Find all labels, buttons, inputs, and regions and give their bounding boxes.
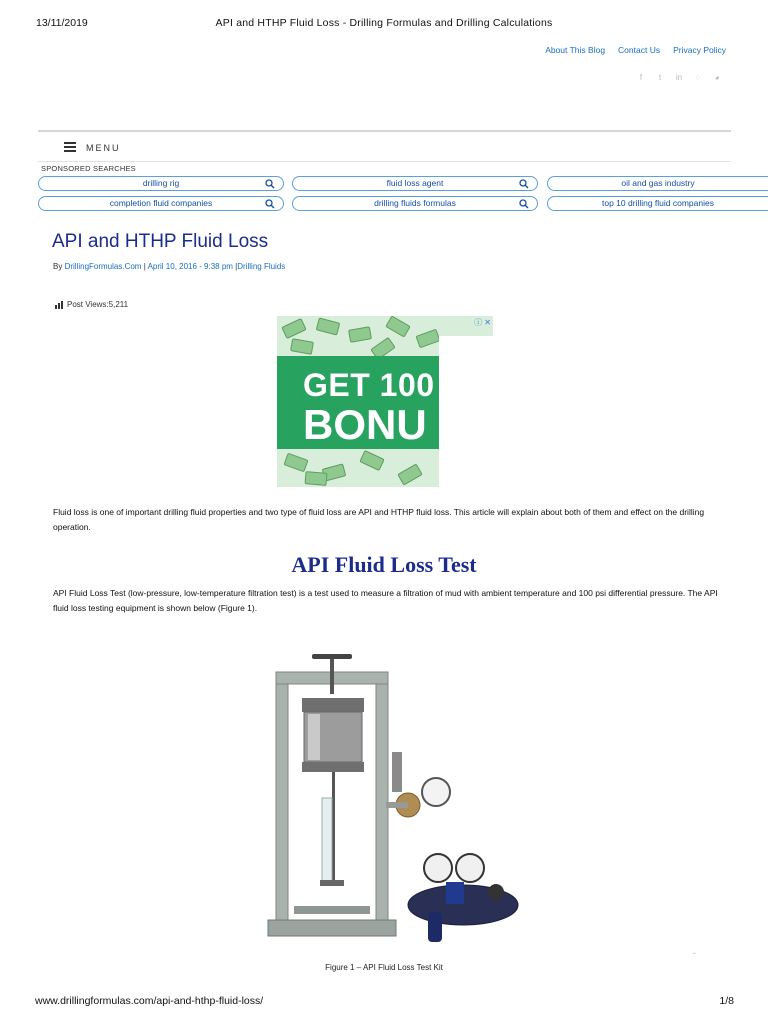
byline (53, 262, 285, 271)
sponsored-search-pill[interactable] (292, 196, 538, 211)
twitter-icon[interactable]: t (658, 73, 662, 82)
post-views (55, 300, 128, 309)
print-url: www.drillingformulas.com/api-and-hthp-fluid-loss/ (35, 995, 264, 1007)
ad-subheadline: BONU (303, 401, 427, 448)
search-icon (519, 179, 529, 189)
pill-label: drilling fluids formulas (374, 198, 456, 208)
contact-link[interactable]: Contact Us (618, 45, 661, 55)
print-page-number: 1/8 (719, 995, 734, 1007)
pill-label: fluid loss agent (386, 178, 444, 188)
intro-paragraph: Fluid loss is one of important drilling fluid properties and two type of fluid loss are API and HTHP fluid loss. This article will explain about both of them and effect on the drilling operation. (53, 507, 705, 532)
scroll-up-icon[interactable]: ˆ (693, 952, 696, 961)
sponsored-search-pill[interactable] (38, 196, 284, 211)
sponsored-search-pill[interactable] (38, 176, 284, 191)
post-views-count: Post Views:5,211 (67, 300, 129, 309)
search-icon (519, 199, 529, 209)
ad-headline: GET 100 (303, 367, 435, 403)
divider (38, 130, 731, 132)
instagram-icon[interactable]: ◌ (695, 73, 701, 82)
pill-label: top 10 drilling fluid companies (602, 198, 714, 208)
category-link[interactable]: Drilling Fluids (237, 262, 286, 271)
article-title: API and HTHP Fluid Loss (52, 231, 269, 252)
date-link[interactable]: April 10, 2016 - 9:38 pm (147, 262, 233, 271)
figure-caption: Figure 1 – API Fluid Loss Test Kit (325, 963, 443, 972)
advertisement[interactable] (277, 316, 493, 487)
section-paragraph: API Fluid Loss Test (low-pressure, low-temperature filtration test) is a test used to measure a filtration of mud with ambient temperature and 100 psi differential pressure. The API fluid loss testing equipment is shown below (Figure 1). (53, 588, 718, 613)
sponsored-search-pill[interactable] (292, 176, 538, 191)
search-icon (265, 199, 275, 209)
byline-separator: | (141, 262, 148, 271)
section-heading: API Fluid Loss Test (291, 552, 477, 577)
divider (38, 161, 731, 162)
sponsored-label: SPONSORED SEARCHES (41, 164, 136, 173)
about-link[interactable]: About This Blog (545, 45, 606, 55)
linkedin-icon[interactable]: in (675, 73, 683, 82)
facebook-icon[interactable]: f (639, 73, 643, 82)
social-icons (636, 73, 722, 83)
bar-chart-icon (55, 301, 64, 309)
adchoices-close-icon[interactable]: ⓘ ✕ (474, 318, 491, 327)
sponsored-search-pill[interactable] (547, 176, 768, 191)
pill-label: oil and gas industry (621, 178, 695, 188)
print-page-title: API and HTHP Fluid Loss - Drilling Formulas and Drilling Calculations (215, 17, 553, 29)
rss-icon[interactable]: ◕ (714, 73, 720, 82)
sponsored-search-pill[interactable] (547, 196, 768, 211)
menu-button[interactable]: MENU (86, 143, 121, 153)
pill-label: drilling rig (142, 178, 180, 188)
hamburger-icon[interactable] (64, 142, 76, 152)
privacy-link[interactable]: Privacy Policy (673, 45, 726, 55)
top-nav (545, 45, 726, 55)
api-fluid-loss-test-kit-image (248, 650, 528, 950)
author-link[interactable]: DrillingFormulas.Com (64, 262, 142, 271)
print-date: 13/11/2019 (36, 17, 88, 29)
pill-label: completion fluid companies (109, 198, 213, 208)
search-icon (265, 179, 275, 189)
byline-prefix: By (53, 262, 65, 271)
category-separator: | (232, 262, 238, 271)
